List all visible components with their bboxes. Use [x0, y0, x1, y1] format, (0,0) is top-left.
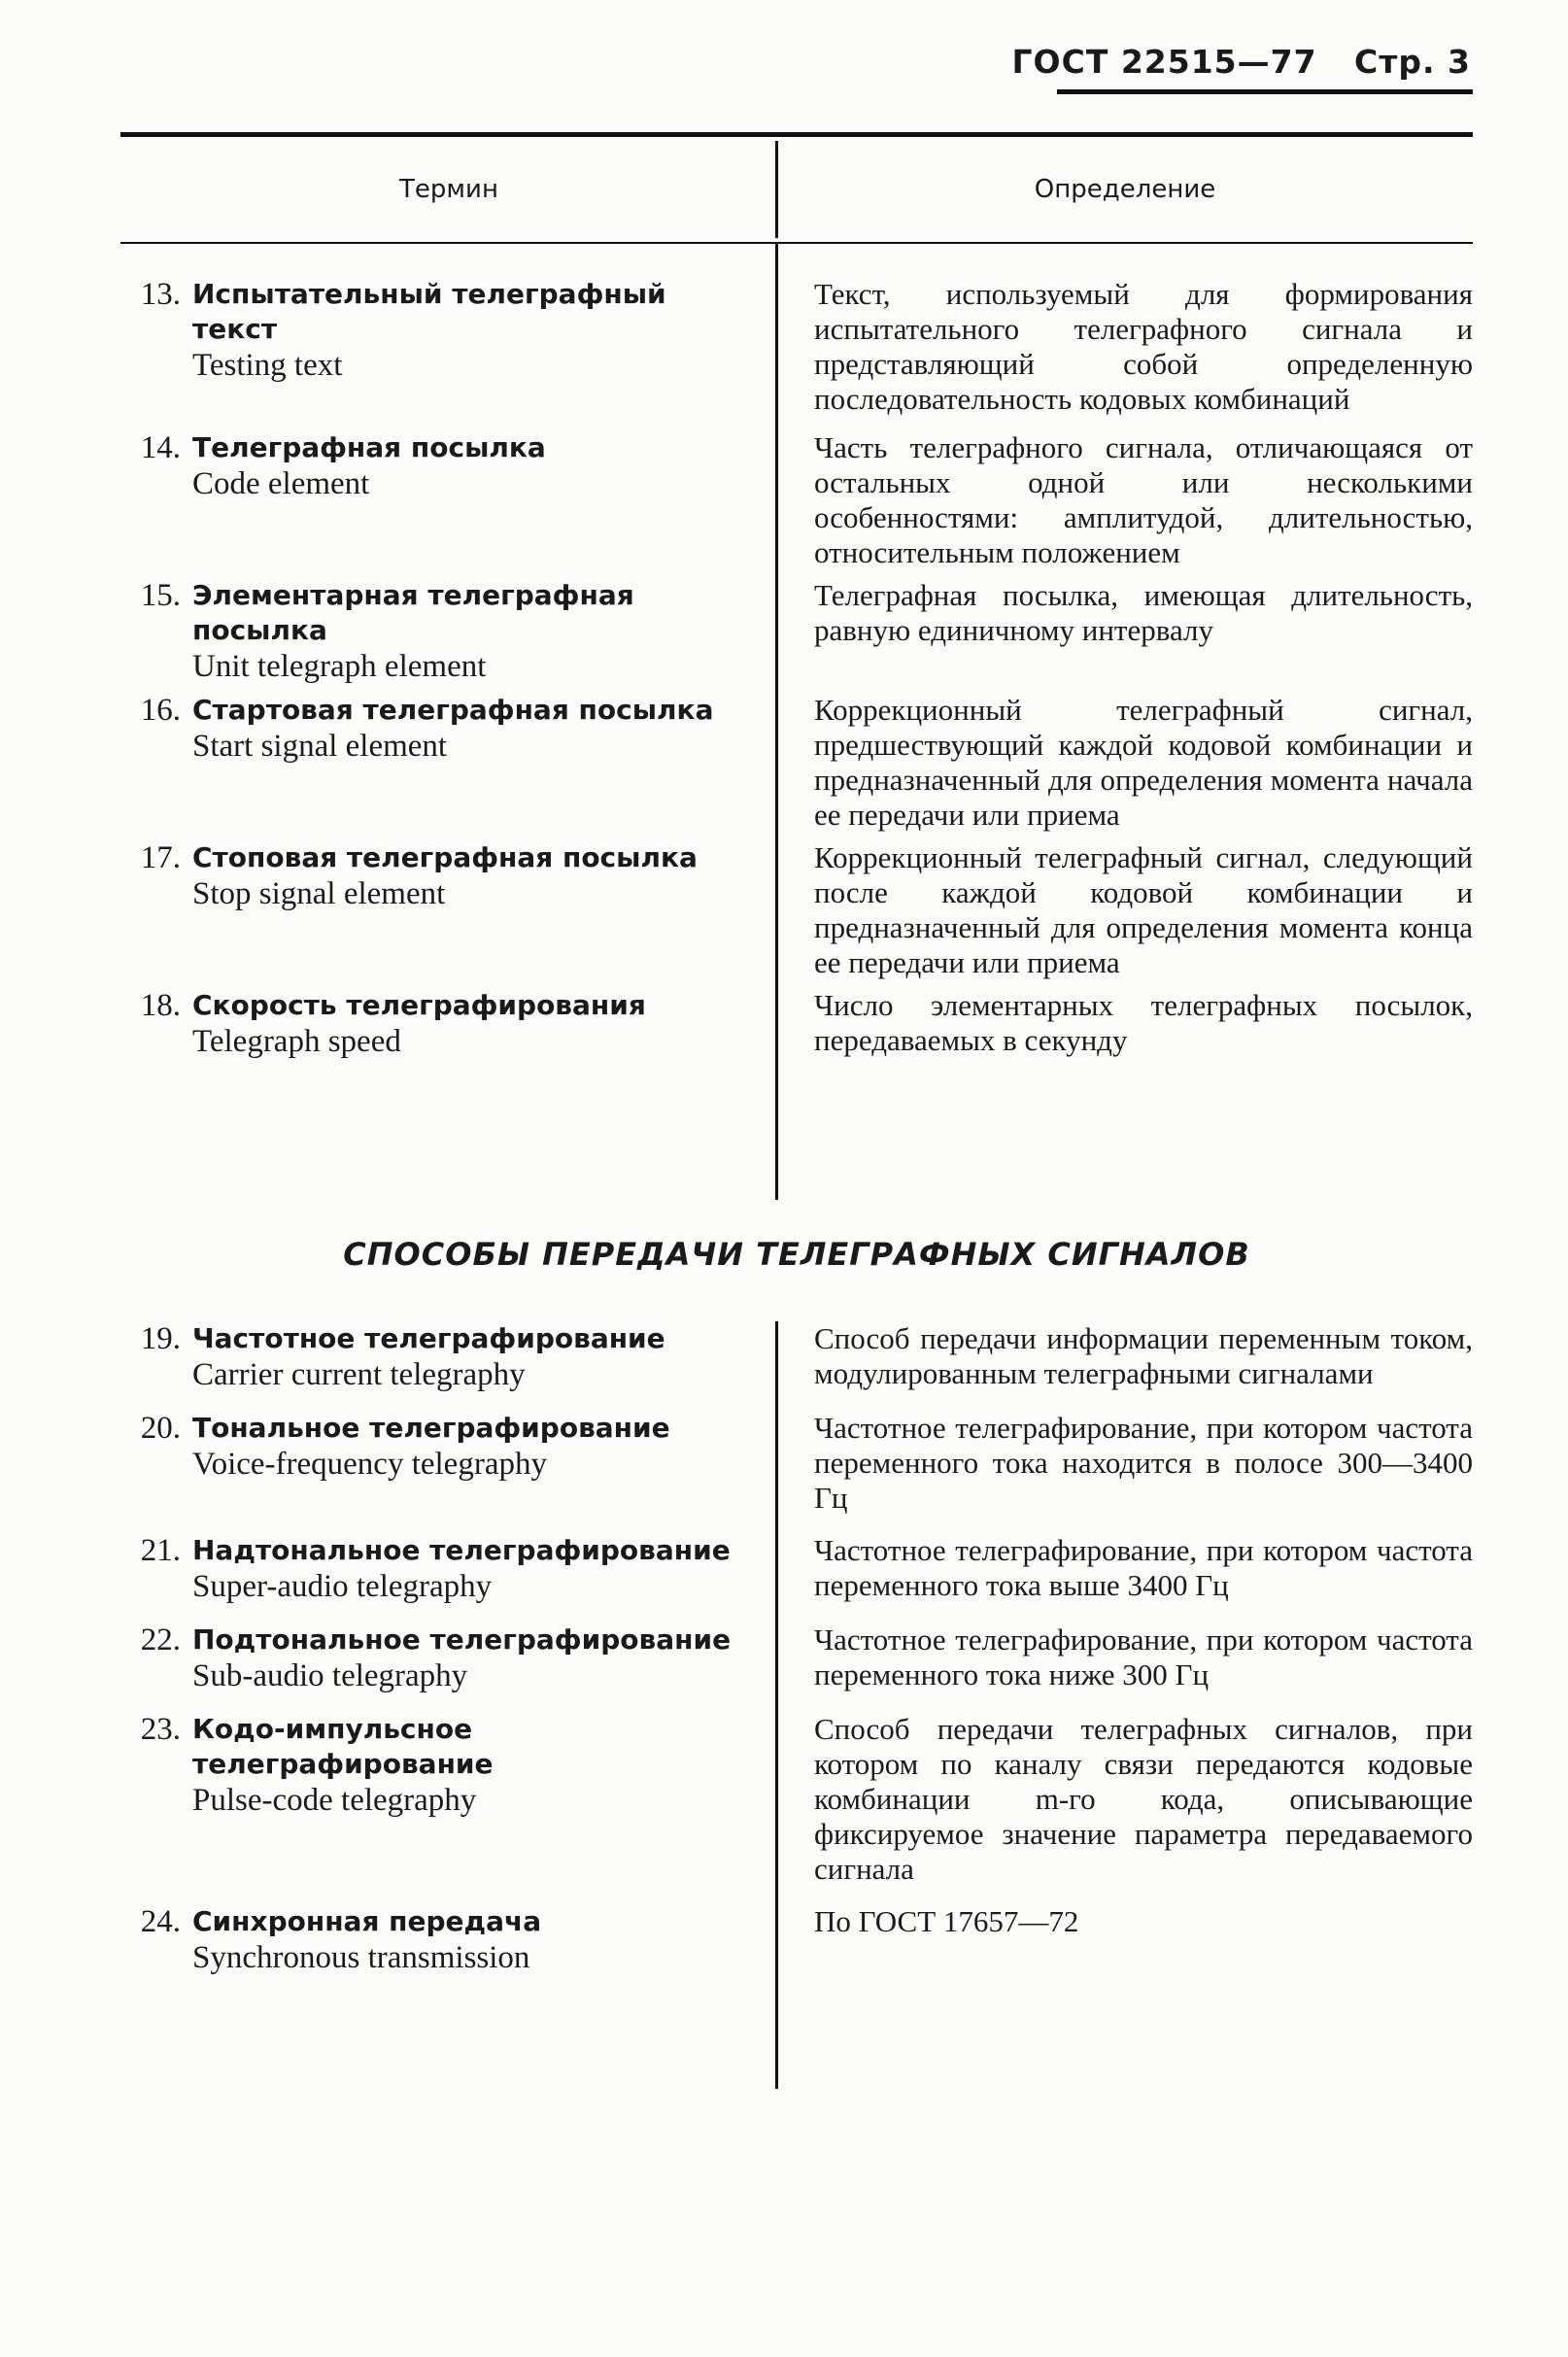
term-english: Testing text — [192, 348, 343, 383]
term-english: Start signal element — [192, 729, 448, 764]
term-cell — [120, 988, 777, 1060]
term-english: Pulse-code telegraphy — [192, 1783, 477, 1818]
term-number: 21. — [140, 1533, 181, 1568]
term-definition: Частотное телеграфирование, при котором частота переменного тока находится в полосе 300—3400 Гц — [814, 1411, 1473, 1515]
term-number: 24. — [140, 1904, 181, 1939]
term-cell — [120, 1904, 777, 1976]
term-number: 23. — [140, 1712, 181, 1747]
term-definition: Коррекционный телеграфный сигнал, следующий после каждой кодовой комбинации и предназначенный для определения момента конца ее передачи или приема — [814, 840, 1473, 979]
term-entry — [120, 430, 1473, 570]
term-cell — [120, 277, 777, 417]
term-russian: Стоповая телеграфная посылка — [192, 841, 698, 873]
term-russian: Надтональное телеграфирование — [192, 1534, 731, 1566]
term-entry — [120, 1411, 1473, 1516]
term-russian: Подтональное телеграфирование — [192, 1623, 732, 1656]
terms-section-transmission — [120, 1321, 1473, 1976]
term-english: Carrier current telegraphy — [192, 1357, 526, 1392]
table-header-rule — [120, 242, 1473, 244]
term-cell — [120, 1623, 777, 1694]
term-entry — [120, 1712, 1473, 1887]
term-number: 17. — [140, 840, 181, 875]
term-russian: Скорость телеграфирования — [192, 989, 646, 1021]
term-definition: Способ передачи информации переменным током, модулированным телеграфными сигналами — [814, 1321, 1473, 1390]
term-cell — [120, 1411, 777, 1516]
term-entry — [120, 1904, 1473, 1976]
term-number: 14. — [140, 430, 181, 465]
term-entry — [120, 578, 1473, 685]
term-number: 13. — [140, 277, 181, 312]
term-cell — [120, 1321, 777, 1393]
term-definition: Способ передачи телеграфных сигналов, при котором по каналу связи передаются кодовые комбинации m-го кода, описывающие фиксируемое значение параметра передаваемого сигнала — [814, 1712, 1473, 1886]
term-number: 19. — [140, 1321, 181, 1356]
term-definition: Частотное телеграфирование, при котором частота переменного тока выше 3400 Гц — [814, 1533, 1473, 1602]
column-divider — [775, 141, 778, 238]
term-cell — [120, 1533, 777, 1605]
term-definition: Коррекционный телеграфный сигнал, предшествующий каждой кодовой комбинации и предназначенный для определения момента начала ее передачи или приема — [814, 693, 1473, 832]
term-cell — [120, 840, 777, 980]
terms-section-signals — [120, 277, 1473, 1060]
column-header-term: Термин — [399, 175, 498, 204]
term-definition: Текст, используемый для формирования испытательного телеграфного сигнала и представляющий собой определенную последовательность кодовых комбинаций — [814, 277, 1473, 416]
term-english: Voice-frequency telegraphy — [192, 1447, 547, 1482]
term-english: Code element — [192, 466, 370, 501]
term-english: Super-audio telegraphy — [192, 1569, 493, 1604]
term-russian: Синхронная передача — [192, 1905, 542, 1937]
section-title: СПОСОБЫ ПЕРЕДАЧИ ТЕЛЕГРАФНЫХ СИГНАЛОВ — [343, 1236, 1250, 1273]
term-russian: Элементарная телеграфная посылка — [192, 579, 634, 646]
term-definition: Частотное телеграфирование, при котором частота переменного тока ниже 300 Гц — [814, 1623, 1473, 1691]
term-english: Stop signal element — [192, 876, 446, 911]
term-definition: Телеграфная посылка, имеющая длительность, равную единичному интервалу — [814, 578, 1473, 647]
term-number: 16. — [140, 693, 181, 728]
term-number: 20. — [140, 1411, 181, 1446]
page-number: Стр. 3 — [1354, 43, 1471, 81]
term-russian: Испытательный телеграфный текст — [192, 278, 666, 345]
terms-table-header — [120, 132, 1473, 244]
term-definition: По ГОСТ 17657—72 — [814, 1904, 1079, 1938]
term-entry — [120, 277, 1473, 417]
term-russian: Телеграфная посылка — [192, 431, 546, 463]
term-english: Unit telegraph element — [192, 649, 487, 684]
term-entry — [120, 1623, 1473, 1694]
term-cell — [120, 1712, 777, 1887]
header-rule — [1057, 89, 1473, 94]
term-number: 22. — [140, 1623, 181, 1657]
column-header-definition: Определение — [1034, 175, 1216, 204]
term-entry — [120, 840, 1473, 980]
term-russian: Частотное телеграфирование — [192, 1322, 665, 1354]
term-definition: Часть телеграфного сигнала, отличающаяся от остальных одной или несколькими особенностями: амплитудой, длительностью, относительным положением — [814, 430, 1473, 569]
page-header — [971, 43, 1471, 81]
standard-number: ГОСТ 22515—77 — [1011, 43, 1317, 81]
term-entry — [120, 693, 1473, 833]
term-russian: Кодо-импульсное телеграфирование — [192, 1713, 494, 1780]
term-number: 15. — [140, 578, 181, 613]
term-definition: Число элементарных телеграфных посылок, передаваемых в секунду — [814, 988, 1473, 1057]
term-entry — [120, 1533, 1473, 1605]
term-english: Sub-audio telegraphy — [192, 1658, 468, 1693]
term-cell — [120, 578, 777, 685]
term-cell — [120, 693, 777, 833]
term-number: 18. — [140, 988, 181, 1023]
term-english: Synchronous transmission — [192, 1940, 530, 1975]
term-cell — [120, 430, 777, 570]
term-russian: Стартовая телеграфная посылка — [192, 694, 714, 726]
term-russian: Тональное телеграфирование — [192, 1412, 670, 1444]
term-entry — [120, 1321, 1473, 1393]
term-entry — [120, 988, 1473, 1060]
term-english: Telegraph speed — [192, 1024, 401, 1059]
